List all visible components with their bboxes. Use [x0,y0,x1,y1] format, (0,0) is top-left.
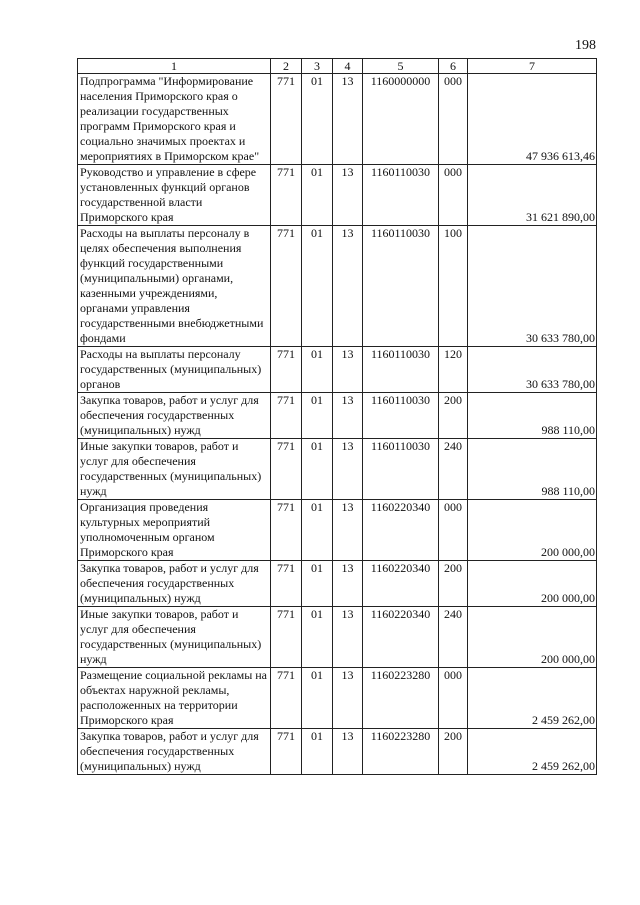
row-sum-cell: 200 000,00 [468,607,597,668]
table-row [78,500,597,561]
row-sum-cell: 47 936 613,46 [468,74,597,165]
row-sum-cell: 2 459 262,00 [468,668,597,729]
row-name-cell: Закупка товаров, работ и услуг для обеспечения государственных (муниципальных) нужд [78,393,271,439]
row-type-cell: 000 [439,500,468,561]
table-row [78,165,597,226]
row-section-cell: 01 [302,347,333,393]
row-target-cell: 1160110030 [363,393,439,439]
budget-table [77,58,597,775]
page-number: 198 [575,38,596,53]
row-section-cell: 01 [302,729,333,775]
row-name-cell: Размещение социальной рекламы на объектах наружной рекламы, расположенных на территории Приморского края [78,668,271,729]
table-row [78,668,597,729]
row-code-cell: 771 [271,347,302,393]
row-target-cell: 1160220340 [363,561,439,607]
row-target-cell: 1160110030 [363,347,439,393]
row-target-cell: 1160110030 [363,226,439,347]
row-type-cell: 200 [439,393,468,439]
row-target-cell: 1160220340 [363,607,439,668]
row-name-cell: Руководство и управление в сфере установленных функций органов государственной власти Приморского края [78,165,271,226]
row-subsection-cell: 13 [333,668,363,729]
row-type-cell: 000 [439,668,468,729]
row-name-cell: Закупка товаров, работ и услуг для обеспечения государственных (муниципальных) нужд [78,561,271,607]
row-sum-cell: 30 633 780,00 [468,226,597,347]
row-sum-cell: 31 621 890,00 [468,165,597,226]
row-target-cell: 1160110030 [363,165,439,226]
header-cell: 6 [439,59,468,74]
table-row [78,561,597,607]
row-type-cell: 000 [439,74,468,165]
row-name-cell: Организация проведения культурных мероприятий уполномоченным органом Приморского края [78,500,271,561]
row-code-cell: 771 [271,165,302,226]
row-section-cell: 01 [302,607,333,668]
row-subsection-cell: 13 [333,607,363,668]
row-subsection-cell: 13 [333,393,363,439]
header-row [78,59,597,74]
row-name-cell: Расходы на выплаты персоналу в целях обеспечения выполнения функций государственными (муниципальными) органами, казенными учреждениями, органами управления государственными внебюджетными фондами [78,226,271,347]
row-type-cell: 240 [439,439,468,500]
row-target-cell: 1160000000 [363,74,439,165]
row-sum-cell: 200 000,00 [468,561,597,607]
row-type-cell: 240 [439,607,468,668]
row-target-cell: 1160110030 [363,439,439,500]
row-code-cell: 771 [271,668,302,729]
table-row [78,393,597,439]
row-name-cell: Иные закупки товаров, работ и услуг для обеспечения государственных (муниципальных) нужд [78,439,271,500]
row-code-cell: 771 [271,226,302,347]
header-cell: 2 [271,59,302,74]
row-subsection-cell: 13 [333,729,363,775]
header-cell: 7 [468,59,597,74]
row-type-cell: 200 [439,729,468,775]
row-code-cell: 771 [271,607,302,668]
header-cell: 5 [363,59,439,74]
header-cell: 1 [78,59,271,74]
row-subsection-cell: 13 [333,439,363,500]
row-code-cell: 771 [271,561,302,607]
row-sum-cell: 988 110,00 [468,393,597,439]
row-subsection-cell: 13 [333,500,363,561]
row-target-cell: 1160220340 [363,500,439,561]
table-row [78,729,597,775]
row-subsection-cell: 13 [333,74,363,165]
row-section-cell: 01 [302,561,333,607]
row-type-cell: 100 [439,226,468,347]
row-section-cell: 01 [302,668,333,729]
table-row [78,607,597,668]
row-code-cell: 771 [271,729,302,775]
row-type-cell: 000 [439,165,468,226]
table-row [78,439,597,500]
row-subsection-cell: 13 [333,165,363,226]
row-code-cell: 771 [271,393,302,439]
table-row [78,226,597,347]
row-sum-cell: 988 110,00 [468,439,597,500]
row-subsection-cell: 13 [333,561,363,607]
row-code-cell: 771 [271,500,302,561]
header-cell: 4 [333,59,363,74]
row-sum-cell: 200 000,00 [468,500,597,561]
row-code-cell: 771 [271,439,302,500]
row-subsection-cell: 13 [333,347,363,393]
row-section-cell: 01 [302,500,333,561]
row-type-cell: 200 [439,561,468,607]
header-cell: 3 [302,59,333,74]
row-type-cell: 120 [439,347,468,393]
row-sum-cell: 2 459 262,00 [468,729,597,775]
row-section-cell: 01 [302,393,333,439]
row-section-cell: 01 [302,439,333,500]
row-target-cell: 1160223280 [363,729,439,775]
row-code-cell: 771 [271,74,302,165]
row-target-cell: 1160223280 [363,668,439,729]
row-subsection-cell: 13 [333,226,363,347]
row-sum-cell: 30 633 780,00 [468,347,597,393]
table-row [78,347,597,393]
row-name-cell: Расходы на выплаты персоналу государственных (муниципальных) органов [78,347,271,393]
row-section-cell: 01 [302,226,333,347]
table-row [78,74,597,165]
row-name-cell: Подпрограмма "Информирование населения Приморского края о реализации государственных программ Приморского края и социально значимых проектах и мероприятиях в Приморском крае" [78,74,271,165]
row-name-cell: Закупка товаров, работ и услуг для обеспечения государственных (муниципальных) нужд [78,729,271,775]
row-section-cell: 01 [302,165,333,226]
row-section-cell: 01 [302,74,333,165]
row-name-cell: Иные закупки товаров, работ и услуг для обеспечения государственных (муниципальных) нужд [78,607,271,668]
